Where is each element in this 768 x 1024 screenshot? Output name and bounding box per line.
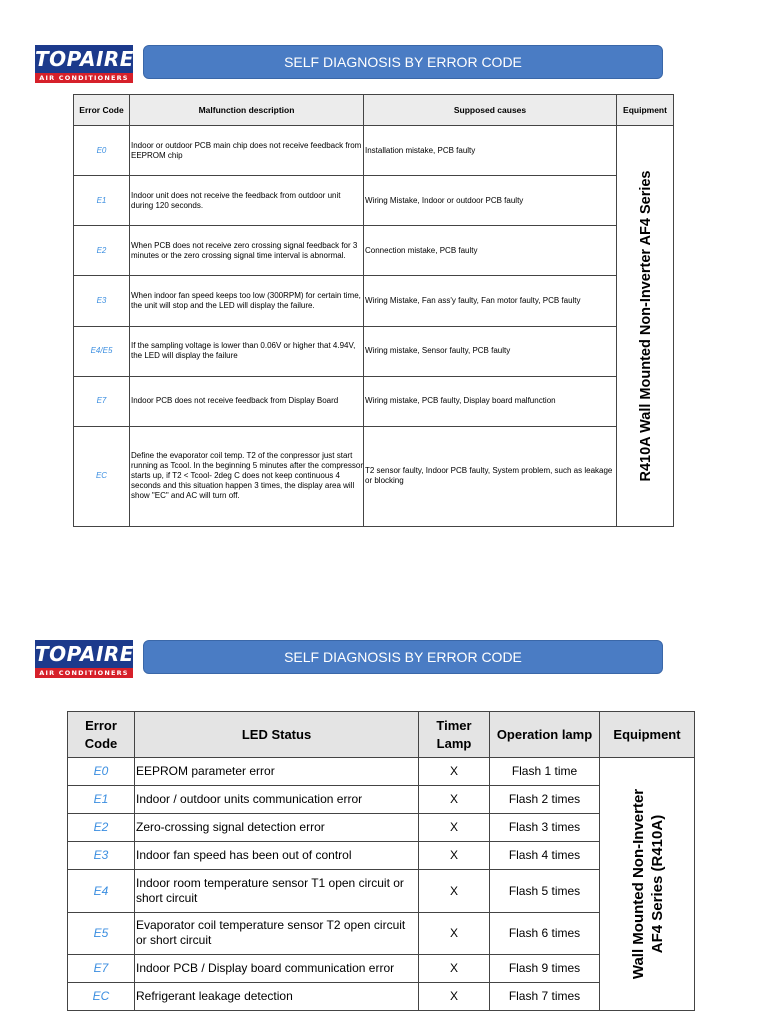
timer-lamp: X [419,954,490,982]
error-code: E2 [68,814,135,842]
header-error-code: Error Code [74,95,130,126]
operation-lamp: Flash 7 times [490,982,600,1010]
header-supposed-causes: Supposed causes [364,95,617,126]
equipment-cell [600,758,695,1011]
table-header-row [68,712,695,758]
equipment-line-1: Wall Mounted Non-Inverter [629,788,647,980]
timer-lamp: X [419,842,490,870]
operation-lamp: Flash 9 times [490,954,600,982]
led-status: Indoor PCB / Display board communication error [135,954,419,982]
header-error-code: Error Code [68,712,135,758]
operation-lamp: Flash 1 time [490,758,600,786]
error-code: E5 [68,912,135,954]
table-row [68,758,695,786]
malfunction-description: When indoor fan speed keeps too low (300RPM) for certain time, the unit will stop and the LED will display the failure. [130,276,364,326]
error-code: E0 [68,758,135,786]
timer-lamp: X [419,870,490,912]
brand-name: TOPAIRE [35,642,134,666]
led-status-table [67,711,695,1011]
header-timer-lamp: Timer Lamp [419,712,490,758]
header-operation-lamp: Operation lamp [490,712,600,758]
led-status: Indoor room temperature sensor T1 open circuit or short circuit [135,870,419,912]
brand-logo [35,45,133,83]
brand-name: TOPAIRE [35,47,134,71]
timer-lamp: X [419,912,490,954]
table-row [74,276,674,326]
malfunction-description: Define the evaporator coil temp. T2 of the conpressor just start running as Tcool. In the beginning 5 minutes after the compressor starts up, if T2 < Tcool- 2deg C does not keep continuous 4 seconds and this situation happen 3 times, the display area will show "EC" and AC will turn off. [130,426,364,526]
table-row [74,426,674,526]
led-status: EEPROM parameter error [135,758,419,786]
table-row [74,226,674,276]
header-equipment: Equipment [617,95,674,126]
operation-lamp: Flash 4 times [490,842,600,870]
brand-logo [35,640,133,678]
timer-lamp: X [419,786,490,814]
malfunction-table [73,94,674,527]
table-row [74,176,674,226]
equipment-cell [617,126,674,527]
error-code: E1 [74,176,130,226]
equipment-label: R410A Wall Mounted Non-Inverter AF4 Series [637,170,654,482]
error-code: E1 [68,786,135,814]
page-title: SELF DIAGNOSIS BY ERROR CODE [143,640,663,674]
error-code: E3 [68,842,135,870]
led-status: Indoor fan speed has been out of control [135,842,419,870]
led-status: Refrigerant leakage detection [135,982,419,1010]
operation-lamp: Flash 3 times [490,814,600,842]
table-row [74,326,674,376]
equipment-label [629,789,667,979]
brand-tagline: AIR CONDITIONERS [35,73,133,83]
error-code: E0 [74,126,130,176]
header-led-status: LED Status [135,712,419,758]
table-row [74,376,674,426]
operation-lamp: Flash 5 times [490,870,600,912]
error-code: E4/E5 [74,326,130,376]
error-code: EC [68,982,135,1010]
page-title: SELF DIAGNOSIS BY ERROR CODE [143,45,663,79]
supposed-causes: Wiring Mistake, Fan ass'y faulty, Fan motor faulty, PCB faulty [364,276,617,326]
header-equipment: Equipment [600,712,695,758]
error-code: E4 [68,870,135,912]
equipment-line-2: AF4 Series (R410A) [648,814,666,954]
supposed-causes: Wiring Mistake, Indoor or outdoor PCB faulty [364,176,617,226]
error-code: E7 [68,954,135,982]
led-status: Evaporator coil temperature sensor T2 open circuit or short circuit [135,912,419,954]
header-malfunction-description: Malfunction description [130,95,364,126]
error-code: E3 [74,276,130,326]
malfunction-description: Indoor or outdoor PCB main chip does not receive feedback from EEPROM chip [130,126,364,176]
timer-lamp: X [419,982,490,1010]
operation-lamp: Flash 2 times [490,786,600,814]
error-code: E2 [74,226,130,276]
supposed-causes: Wiring mistake, Sensor faulty, PCB faulty [364,326,617,376]
malfunction-description: Indoor PCB does not receive feedback from Display Board [130,376,364,426]
table-header-row [74,95,674,126]
timer-lamp: X [419,814,490,842]
operation-lamp: Flash 6 times [490,912,600,954]
led-status: Indoor / outdoor units communication error [135,786,419,814]
error-code: E7 [74,376,130,426]
supposed-causes: Installation mistake, PCB faulty [364,126,617,176]
error-code: EC [74,426,130,526]
brand-tagline: AIR CONDITIONERS [35,668,133,678]
timer-lamp: X [419,758,490,786]
supposed-causes: Connection mistake, PCB faulty [364,226,617,276]
malfunction-description: When PCB does not receive zero crossing signal feedback for 3 minutes or the zero crossing signal time interval is abnormal. [130,226,364,276]
table-row [74,126,674,176]
malfunction-description: If the sampling voltage is lower than 0.06V or higher that 4.94V, the LED will display the failure [130,326,364,376]
supposed-causes: Wiring mistake, PCB faulty, Display board malfunction [364,376,617,426]
malfunction-description: Indoor unit does not receive the feedback from outdoor unit during 120 seconds. [130,176,364,226]
led-status: Zero-crossing signal detection error [135,814,419,842]
supposed-causes: T2 sensor faulty, Indoor PCB faulty, System problem, such as leakage or blocking [364,426,617,526]
